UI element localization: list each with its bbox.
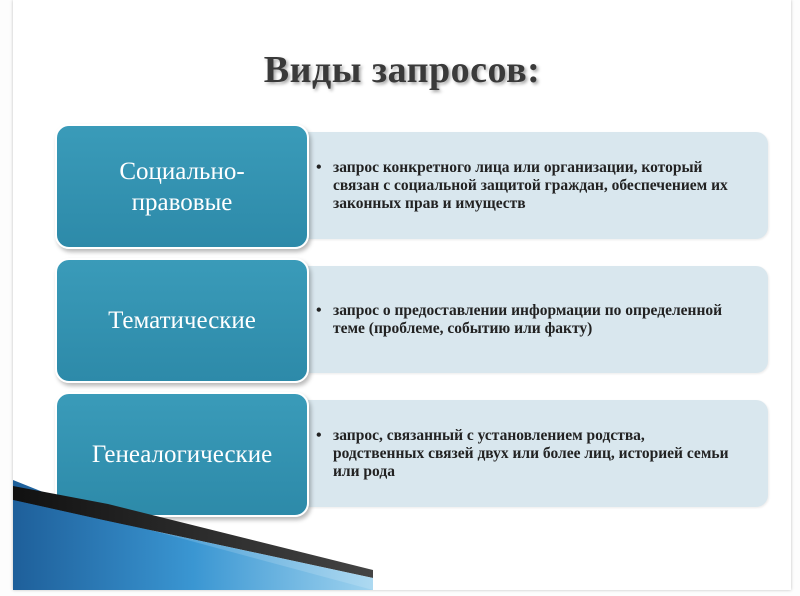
category-row-thematic [13,258,791,383]
description-box [273,266,768,373]
decorative-swoosh-graphic [13,480,791,590]
description-list [333,302,756,338]
slide-title: Виды запросов: [263,49,541,91]
description-list [333,427,756,481]
category-label-line1: Социально- [119,157,245,185]
description-box [273,132,768,239]
category-label-box [55,124,309,249]
category-label-line2: правовые [131,188,233,216]
description-text: • запрос, связанный с установлением родства, родственных связей двух или более лиц, историей семьи или рода [333,427,738,481]
blue-swoosh-lower-shape [13,500,373,590]
category-label-line1: Генеалогические [91,441,273,468]
description-text: • запрос конкретного лица или организации, который связан с социальной защитой граждан, обеспечением их законных прав и имуществ [333,159,738,213]
category-row-social-legal [13,124,791,249]
category-label-line1: Тематические [108,307,256,334]
slide [13,0,791,590]
description-text: • запрос о предоставлении информации по определенной теме (проблеме, событию или факту) [333,302,738,338]
description-list [333,159,756,213]
category-label-box [55,258,309,383]
